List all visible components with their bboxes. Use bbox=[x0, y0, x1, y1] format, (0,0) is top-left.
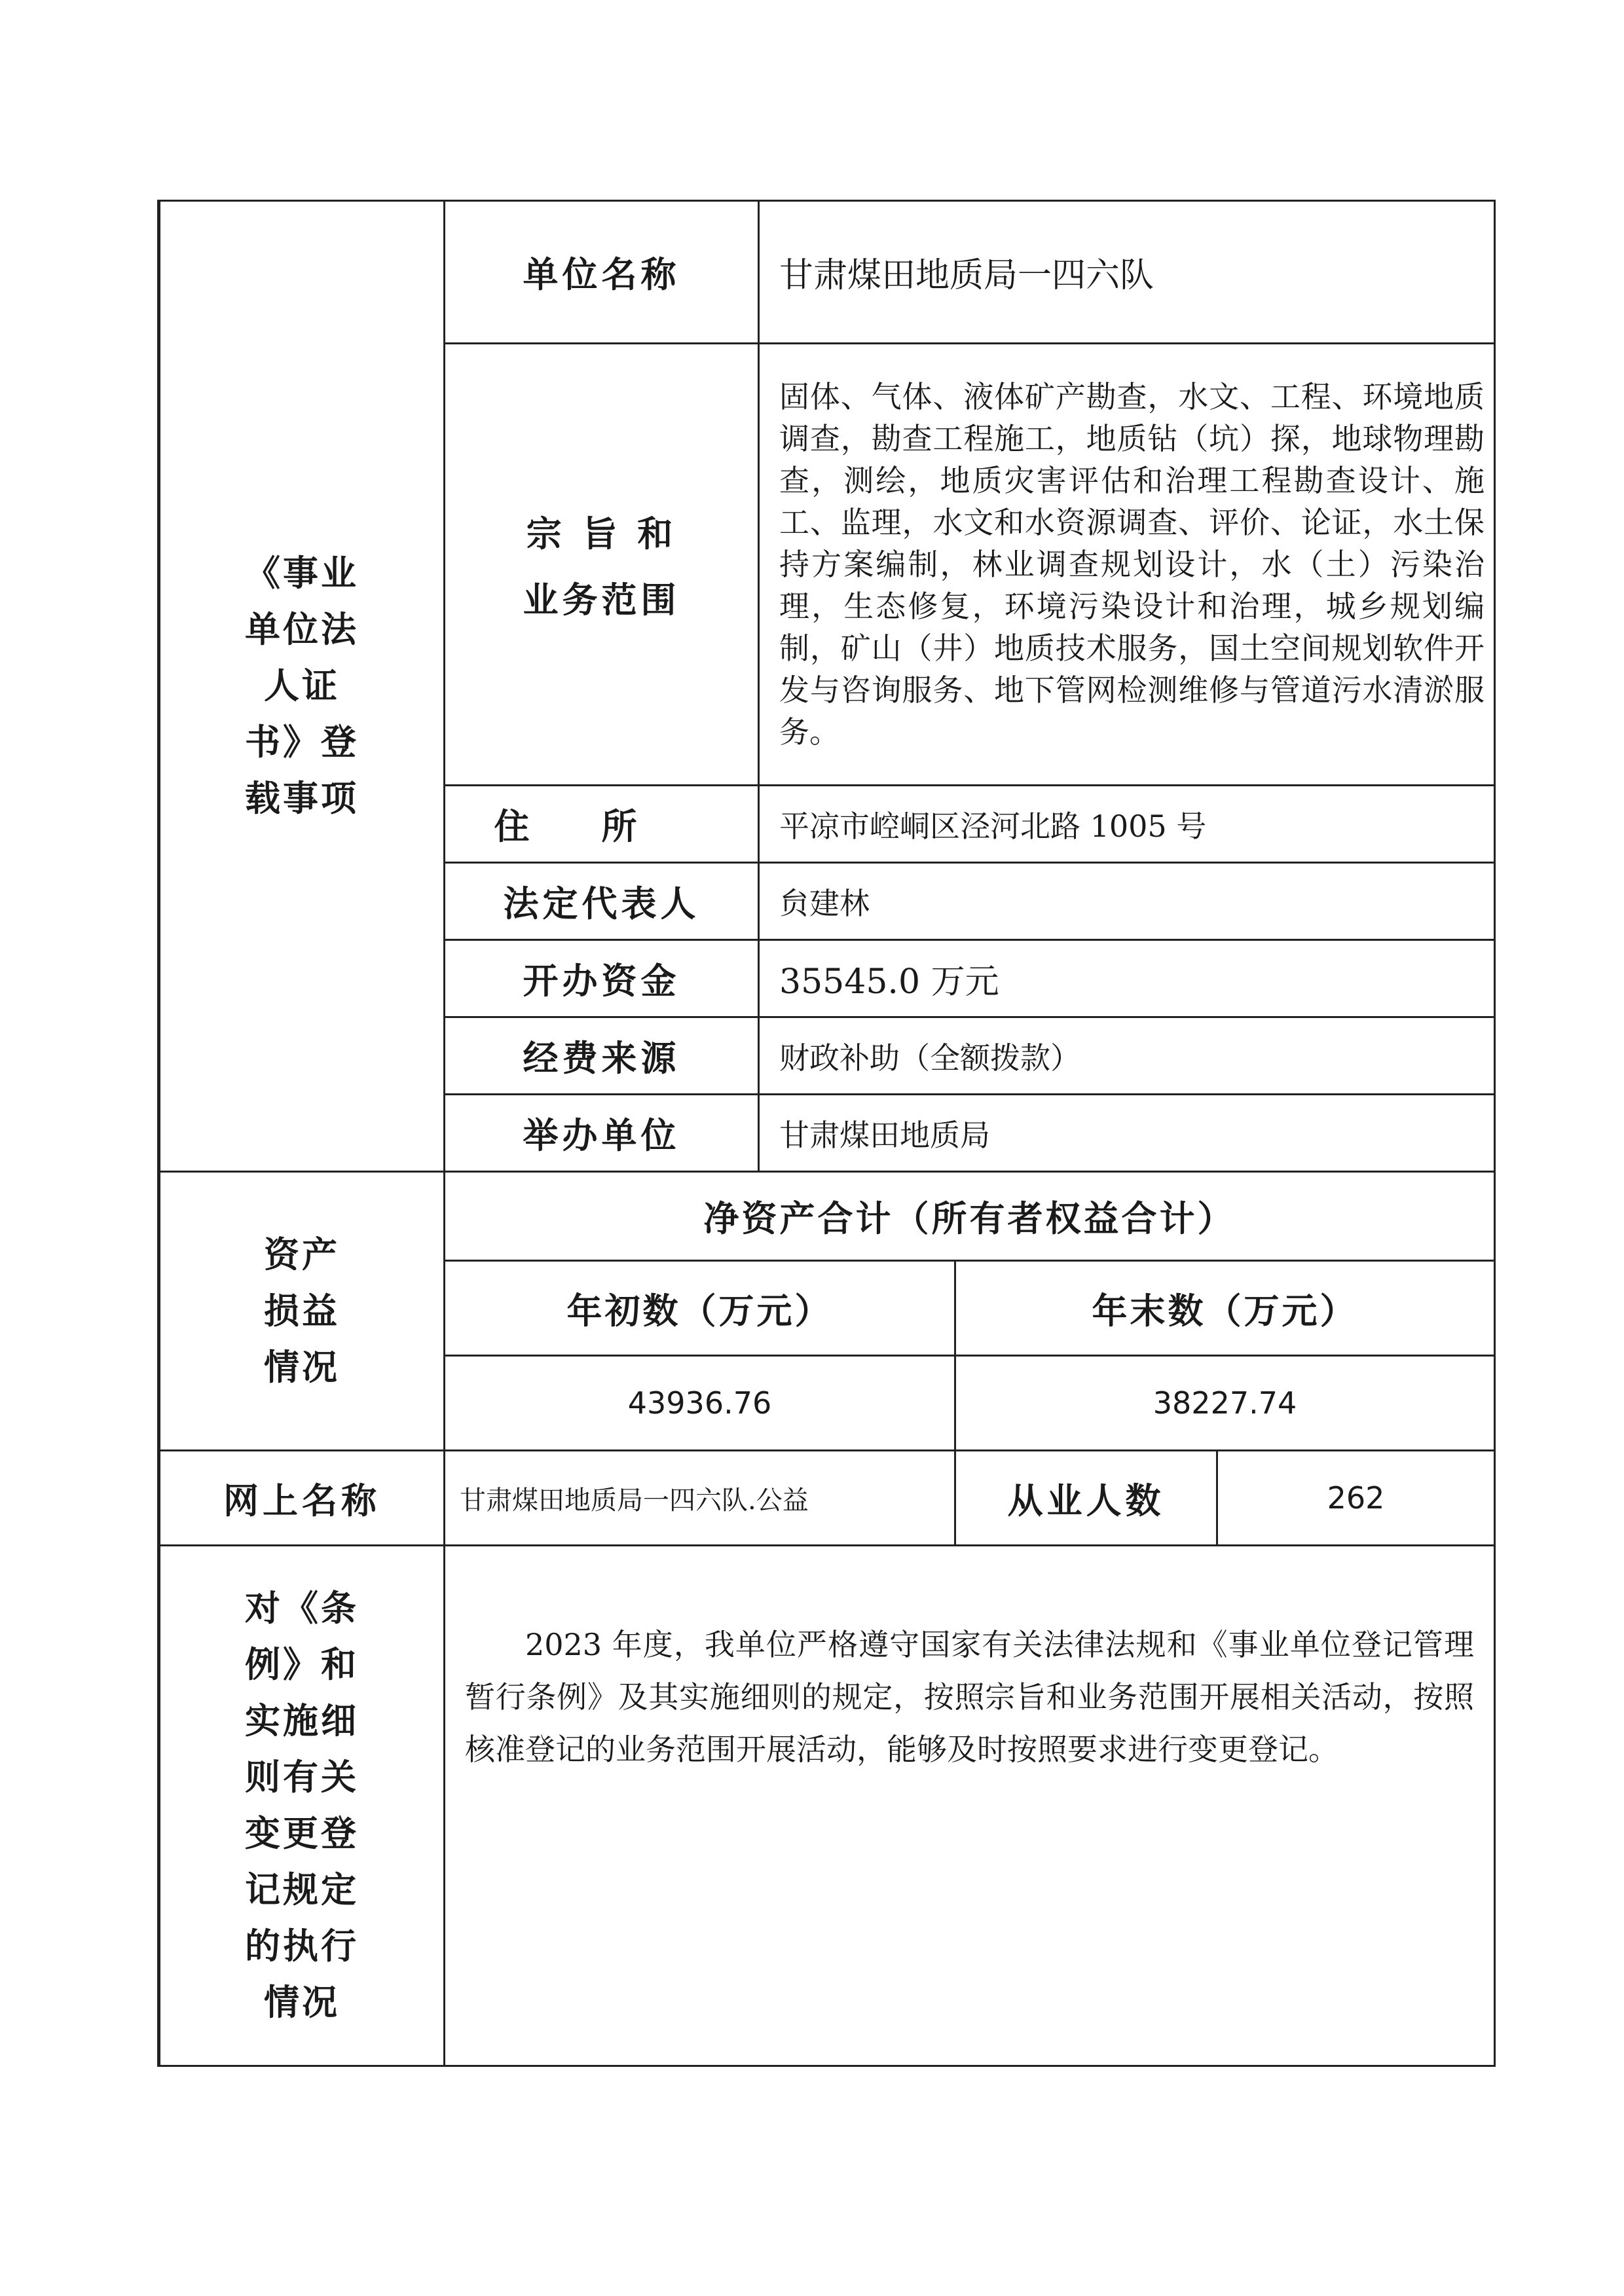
certificate-section-title-cell bbox=[159, 201, 445, 1172]
online-name-label: 网上名称 bbox=[159, 1451, 445, 1546]
purpose-scope-label-line1: 宗 旨 和 bbox=[526, 513, 677, 555]
begin-of-year-label: 年初数（万元） bbox=[445, 1261, 955, 1356]
legal-rep-label: 法定代表人 bbox=[445, 863, 759, 940]
end-of-year-label: 年末数（万元） bbox=[955, 1261, 1495, 1356]
address-label: 住所 bbox=[445, 786, 759, 863]
address-value: 平凉市崆峒区泾河北路 1005 号 bbox=[759, 786, 1495, 863]
purpose-scope-value: 固体、气体、液体矿产勘查，水文、工程、环境地质调查，勘查工程施工，地质钻（坑）探，地球物理勘查，测绘，地质灾害评估和治理工程勘查设计、施工、监理，水文和水资源调查、评价、论证，水土保持方案编制，林业调查规划设计，水（土）污染治理，生态修复，环境污染设计和治理，城乡规划编制，矿山（井）地质技术服务，国土空间规划软件开发与咨询服务、地下管网检测维修与管道污水清淤服务。 bbox=[759, 344, 1495, 786]
funding-source-value: 财政补助（全额拨款） bbox=[759, 1017, 1495, 1095]
purpose-scope-label-cell bbox=[445, 344, 759, 786]
unit-name-label: 单位名称 bbox=[445, 201, 759, 344]
sponsor-label: 举办单位 bbox=[445, 1095, 759, 1172]
certificate-section-title: 《事业单位法人证书》登载事项 bbox=[245, 553, 359, 819]
capital-label: 开办资金 bbox=[445, 940, 759, 1017]
compliance-title: 对《条例》和实施细则有关变更登记规定的执行情况 bbox=[245, 1588, 359, 2023]
staff-count-value: 262 bbox=[1217, 1451, 1495, 1546]
registration-form-table bbox=[157, 200, 1496, 2067]
assets-section-title: 资产损益情况 bbox=[264, 1233, 340, 1388]
compliance-title-cell bbox=[159, 1546, 445, 2066]
purpose-scope-label-line2: 业务范围 bbox=[523, 579, 680, 621]
capital-value: 35545.0 万元 bbox=[759, 940, 1495, 1017]
end-of-year-value: 38227.74 bbox=[955, 1356, 1495, 1451]
legal-rep-value: 贠建林 bbox=[759, 863, 1495, 940]
begin-of-year-value: 43936.76 bbox=[445, 1356, 955, 1451]
net-assets-header: 净资产合计（所有者权益合计） bbox=[445, 1172, 1495, 1261]
compliance-text: 2023 年度，我单位严格遵守国家有关法律法规和《事业单位登记管理暂行条例》及其实施细则的规定，按照宗旨和业务范围开展相关活动，按照核准登记的业务范围开展活动，能够及时按照要求进行变更登记。 bbox=[445, 1546, 1495, 2066]
online-name-value: 甘肃煤田地质局一四六队.公益 bbox=[445, 1451, 955, 1546]
assets-section-title-cell bbox=[159, 1172, 445, 1451]
sponsor-value: 甘肃煤田地质局 bbox=[759, 1095, 1495, 1172]
staff-count-label: 从业人数 bbox=[955, 1451, 1217, 1546]
funding-source-label: 经费来源 bbox=[445, 1017, 759, 1095]
unit-name-value: 甘肃煤田地质局一四六队 bbox=[759, 201, 1495, 344]
